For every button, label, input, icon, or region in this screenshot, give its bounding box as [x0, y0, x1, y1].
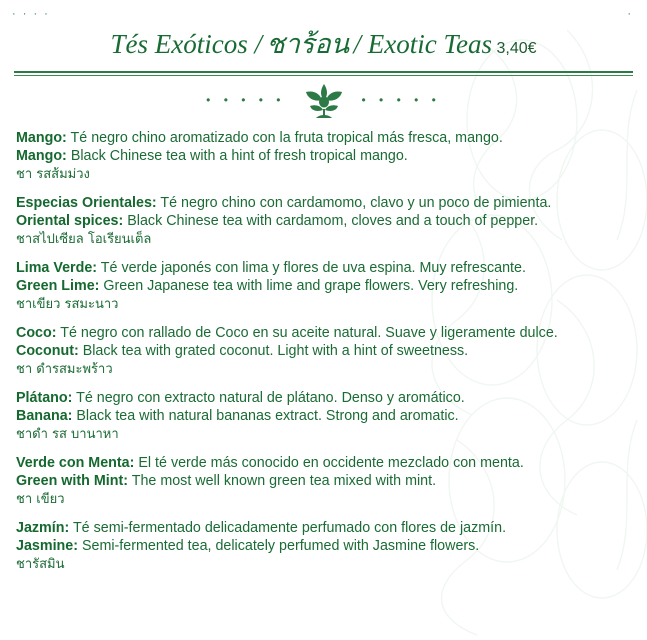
- item-desc-es: Té negro con extracto natural de plátano. Denso y aromático.: [76, 390, 465, 406]
- flourish-leaf-icon: [296, 80, 352, 120]
- item-desc-es: Té negro chino con cardamomo, clavo y un poco de pimienta.: [160, 195, 552, 211]
- item-english-line: [16, 408, 631, 426]
- item-thai-line: ชาสไปเซียล โอเรียนเต็ล: [16, 232, 152, 247]
- title-spanish: Tés Exóticos /: [110, 29, 262, 59]
- item-name-en: Green with Mint:: [16, 472, 128, 489]
- item-desc-es: Té semi-fermentado delicadamente perfumado con flores de jazmín.: [72, 520, 507, 536]
- list-item: [16, 260, 631, 314]
- list-item: [16, 390, 631, 444]
- list-item: [16, 325, 631, 379]
- page-title: [10, 22, 637, 65]
- item-name-es: Coco:: [16, 325, 57, 341]
- corner-dots-right: ·: [627, 8, 633, 20]
- list-item: [16, 195, 631, 249]
- item-name-en: Jasmine:: [16, 537, 78, 554]
- item-spanish-line: [16, 195, 631, 213]
- item-name-en: Banana:: [16, 407, 73, 424]
- item-desc-es: Té negro con rallado de Coco en su aceite natural. Suave y ligeramente dulce.: [60, 325, 558, 341]
- ornament-dots-right: • • • • •: [361, 93, 441, 107]
- item-english-line: [16, 213, 631, 231]
- item-name-en: Coconut:: [16, 342, 79, 359]
- item-desc-es: Té negro chino aromatizado con la fruta tropical más fresca, mango.: [70, 130, 503, 146]
- item-name-es: Lima Verde:: [16, 260, 98, 276]
- item-desc-es: Té verde japonés con lima y flores de uva espina. Muy refrescante.: [100, 260, 526, 276]
- item-spanish-line: [16, 520, 631, 538]
- item-desc-en: The most well known green tea mixed with mint.: [131, 472, 437, 489]
- item-desc-en: Black tea with natural bananas extract. Strong and aromatic.: [76, 407, 459, 424]
- title-divider: [14, 71, 633, 73]
- title-english: / Exotic Teas: [353, 29, 493, 59]
- item-name-es: Verde con Menta:: [16, 455, 135, 471]
- item-name-en: Oriental spices:: [16, 212, 124, 229]
- item-english-line: [16, 538, 631, 556]
- tea-list: [10, 130, 637, 574]
- title-divider-thin: [14, 75, 633, 76]
- item-thai-line: ชาดำ รส บานาหา: [16, 427, 119, 442]
- item-desc-en: Black Chinese tea with cardamom, cloves and a touch of pepper.: [127, 212, 539, 229]
- corner-dots-left: · · · ·: [12, 8, 50, 20]
- item-english-line: [16, 278, 631, 296]
- item-english-line: [16, 343, 631, 361]
- item-desc-es: El té verde más conocido en occidente mezclado con menta.: [138, 455, 524, 471]
- item-desc-en: Black Chinese tea with a hint of fresh tropical mango.: [70, 147, 408, 164]
- item-thai-line: ชา รสส้มม่วง: [16, 167, 90, 182]
- item-spanish-line: [16, 130, 631, 148]
- item-name-es: Jazmín:: [16, 520, 70, 536]
- item-desc-en: Black tea with grated coconut. Light with a hint of sweetness.: [82, 342, 469, 359]
- list-item: [16, 455, 631, 509]
- item-spanish-line: [16, 455, 631, 473]
- item-thai-line: ชาเขียว รสมะนาว: [16, 297, 119, 312]
- price-label: 3,40€: [496, 40, 537, 57]
- ornament-dots-left: • • • • •: [206, 93, 286, 107]
- list-item: [16, 520, 631, 574]
- item-name-en: Green Lime:: [16, 277, 100, 294]
- item-spanish-line: [16, 260, 631, 278]
- item-english-line: [16, 473, 631, 491]
- ornament-row: [10, 80, 637, 120]
- item-desc-en: Semi-fermented tea, delicately perfumed with Jasmine flowers.: [81, 537, 480, 554]
- item-english-line: [16, 148, 631, 166]
- item-name-es: Plátano:: [16, 390, 73, 406]
- item-spanish-line: [16, 325, 631, 343]
- item-name-en: Mango:: [16, 147, 67, 164]
- title-thai: ชาร้อน: [266, 29, 350, 59]
- item-name-es: Especias Orientales:: [16, 195, 157, 211]
- item-thai-line: ชา ดำรสมะพร้าว: [16, 362, 113, 377]
- item-thai-line: ชา เขียว: [16, 492, 65, 507]
- item-desc-en: Green Japanese tea with lime and grape flowers. Very refreshing.: [103, 277, 519, 294]
- list-item: [16, 130, 631, 184]
- item-spanish-line: [16, 390, 631, 408]
- item-thai-line: ชารัสมิน: [16, 557, 65, 572]
- item-name-es: Mango:: [16, 130, 67, 146]
